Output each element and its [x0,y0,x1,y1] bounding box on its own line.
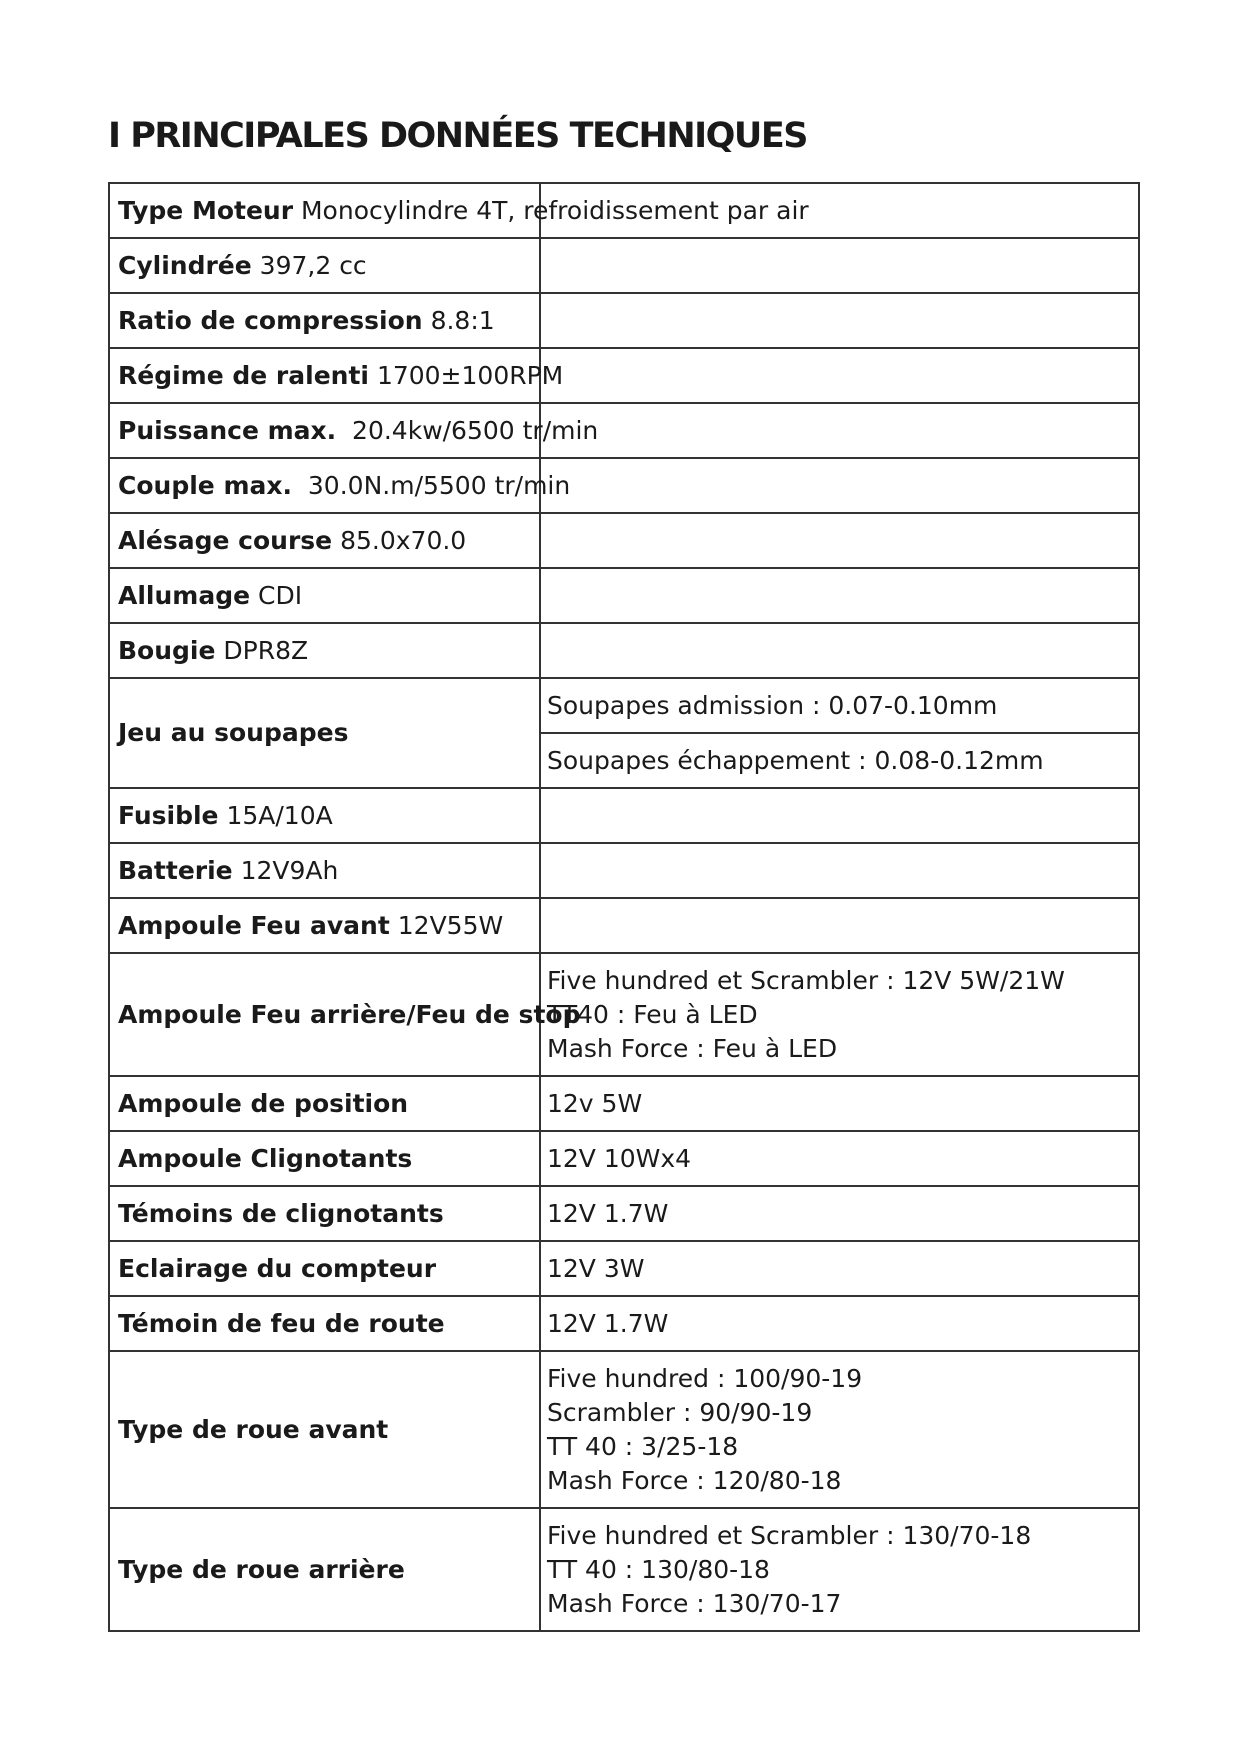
spec-value: Monocylindre 4T, refroidissement par air [300,195,809,225]
spec-value-cell [540,953,1139,1076]
table-row [109,1131,1139,1186]
table-row [109,568,1139,623]
table-row [109,513,1139,568]
spec-label: Alésage course [118,525,333,555]
spec-value: CDI [258,580,303,610]
spec-label: Cylindrée [118,250,252,280]
spec-value: Scrambler : 90/90-19 [547,1397,813,1427]
spec-empty-cell [540,568,1139,623]
spec-value: Soupapes échappement : 0.08-0.12mm [547,745,1044,775]
spec-cell [109,1508,540,1631]
spec-label: Couple max. [118,470,292,500]
spec-label: Ampoule Feu arrière/Feu de stop [118,999,581,1029]
table-row [109,843,1139,898]
spec-cell [109,1241,540,1296]
spec-empty-cell [540,788,1139,843]
spec-label: Régime de ralenti [118,360,369,390]
spec-label: Jeu au soupapes [118,718,349,747]
table-row [109,1186,1139,1241]
spec-empty-cell [540,623,1139,678]
spec-cell [109,1296,540,1351]
table-row [109,1241,1139,1296]
spec-cell [109,183,809,238]
spec-cell [109,1131,540,1186]
spec-cell [109,458,571,513]
table-row [109,183,1139,238]
spec-value: 12V 3W [547,1253,645,1283]
spec-cell [109,568,540,623]
spec-value: 15A/10A [226,800,333,830]
spec-label: Témoins de clignotants [118,1198,444,1228]
spec-value: Soupapes admission : 0.07-0.10mm [547,690,998,720]
spec-label: Eclairage du compteur [118,1253,437,1283]
spec-cell [109,843,540,898]
spec-cell [109,898,540,953]
spec-value-cell [540,678,1139,733]
spec-label: Témoin de feu de route [118,1308,445,1338]
table-row [109,788,1139,843]
table-row [109,348,1139,403]
spec-value-cell [540,1241,1139,1296]
spec-cell [109,403,599,458]
spec-value: 397,2 cc [259,250,367,280]
table-row [109,238,1139,293]
spec-cell [109,678,540,788]
spec-cell [109,293,540,348]
spec-value: 20.4kw/6500 tr/min [352,415,599,445]
spec-cell [109,1076,540,1131]
spec-label: Batterie [118,855,233,885]
spec-value: 12V9Ah [240,855,339,885]
spec-value: TT40 : Feu à LED [547,999,758,1029]
spec-value: 12v 5W [547,1088,643,1118]
spec-value: 12V55W [397,910,504,940]
spec-value: Five hundred et Scrambler : 12V 5W/21W [547,965,1065,995]
spec-label: Ampoule de position [118,1088,409,1118]
table-row [109,403,1139,458]
spec-label: Type de roue avant [118,1414,389,1444]
spec-value: 85.0x70.0 [340,525,467,555]
spec-value-cell [540,733,1139,788]
spec-value: 12V 10Wx4 [547,1143,692,1173]
spec-empty-cell [540,293,1139,348]
spec-empty-cell [540,348,1139,403]
spec-value-cell [540,1186,1139,1241]
spec-empty-cell [540,238,1139,293]
spec-label: Ratio de compression [118,305,423,335]
spec-cell [109,953,581,1076]
spec-label: Allumage [118,580,251,610]
spec-value: TT 40 : 130/80-18 [547,1554,770,1584]
table-row [109,1296,1139,1351]
table-row [109,898,1139,953]
table-row [109,953,1139,1076]
spec-label: Bougie [118,635,216,665]
spec-cell [109,238,540,293]
spec-value: 12V 1.7W [547,1198,669,1228]
spec-value: Five hundred : 100/90-19 [547,1363,863,1393]
spec-label: Type de roue arrière [118,1554,405,1584]
table-row [109,1351,1139,1508]
spec-cell [109,348,564,403]
table-row [109,1508,1139,1631]
spec-label: Ampoule Clignotants [118,1143,413,1173]
spec-cell [109,623,540,678]
spec-value-cell [540,1076,1139,1131]
spec-empty-cell [540,458,1139,513]
table-row [109,623,1139,678]
table-row [109,293,1139,348]
spec-value-cell [540,1508,1139,1631]
spec-label: Puissance max. [118,415,337,445]
page-title: I PRINCIPALES DONNÉES TECHNIQUES [108,116,807,156]
spec-empty-cell [540,403,1139,458]
spec-empty-cell [540,898,1139,953]
spec-label: Ampoule Feu avant [118,910,390,940]
spec-label: Fusible [118,800,219,830]
spec-value-cell [540,1131,1139,1186]
spec-value: Five hundred et Scrambler : 130/70-18 [547,1520,1032,1550]
spec-value: 30.0N.m/5500 tr/min [307,470,571,500]
spec-cell [109,1186,540,1241]
spec-value: 1700±100RPM [376,360,564,390]
spec-label: Type Moteur [118,195,294,225]
spec-cell [109,1351,540,1508]
spec-value-cell [540,1296,1139,1351]
spec-value-cell [540,1351,1139,1508]
spec-value: Mash Force : 130/70-17 [547,1588,842,1618]
spec-empty-cell [540,513,1139,568]
table-row [109,1076,1139,1131]
spec-value: 8.8:1 [430,305,495,335]
spec-cell [109,513,540,568]
specifications-table [108,182,1140,1632]
spec-value: 12V 1.7W [547,1308,669,1338]
spec-value: Mash Force : 120/80-18 [547,1465,842,1495]
spec-value: Mash Force : Feu à LED [547,1033,838,1063]
spec-empty-cell [540,843,1139,898]
spec-cell [109,788,540,843]
table-row [109,458,1139,513]
table-row [109,678,1139,733]
spec-value: TT 40 : 3/25-18 [547,1431,739,1461]
spec-value: DPR8Z [223,635,309,665]
